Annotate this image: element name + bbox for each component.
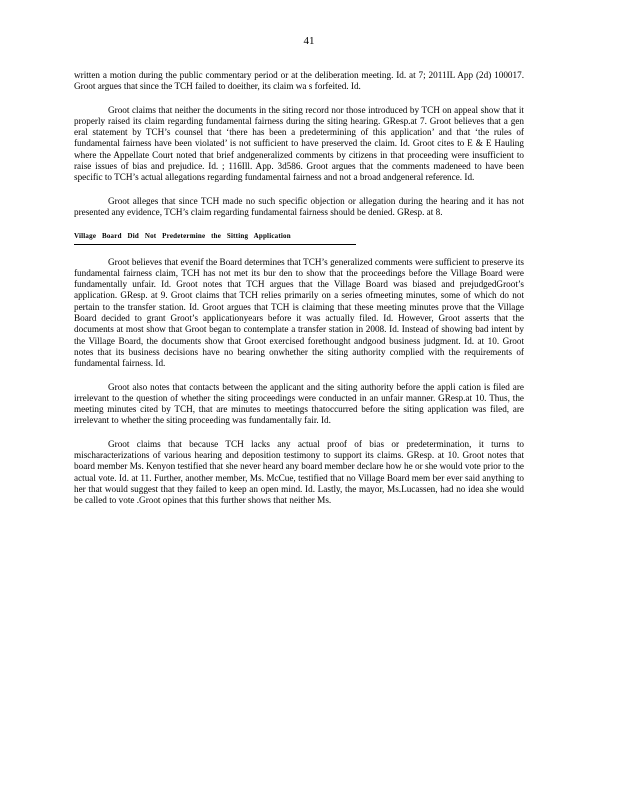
document-body <box>74 70 524 519</box>
paragraph-4: Groot believes that evenif the Board determines that TCH’s generalized comments were sufficient to preserve its fundamental fairness claim, TCH has not met its bur den to show that the proceedings before the Village Board were fundamentally unfair. Id. Groot notes that TCH argues that the Village Board was biased and prejudgedGroot’s application. GResp. at 9. Groot claims that TCH relies primarily on a series ofmeeting minutes, some of which do not pertain to the transfer station. Id. Groot argues that TCH is claiming that these meeting minutes prove that the Village Board decided to grant Groot’s applicationyears before it was actually filed. Id. However, Groot asserts that the documents at most show that Groot began to contemplate a transfer station in 2008. Id. Instead of showing bad intent by the Village Board, the documents show that Groot exercised forethought andgood business judgment. Id. at 10. Groot notes that its business decisions have no bearing onwhether the siting authority complied with the requirements of fundamental fairness. Id. <box>74 256 524 369</box>
page-number: 41 <box>303 35 315 47</box>
paragraph-5: Groot also notes that contacts between the applicant and the siting authority before the appli cation is filed are irrelevant to the question of whether the siting proceedings were conducted in an unfair manner. GResp.at 10. Thus, the meeting minutes cited by TCH, that are minutes to meetings thatoccurred before the siting application was filed, are irrelevant to whether the siting proceeding was fundamentally fair. Id. <box>74 381 524 426</box>
paragraph-1: written a motion during the public commentary period or at the deliberation meeting. Id. at 7; 2011IL App (2d) 100017. Groot argues that since the TCH failed to doeither, its claim wa s forfeited. Id. <box>74 70 524 92</box>
paragraph-3: Groot alleges that since TCH made no such specific objection or allegation during the hearing and it has not presented any evidence, TCH’s claim regarding fundamental fairness should be denied. GResp. at 8. <box>74 195 524 217</box>
section-heading: Village Board Did Not Predetermine the Sitting Application <box>74 231 356 244</box>
paragraph-6: Groot claims that because TCH lacks any actual proof of bias or predetermination, it turns to mischaracterizations of various hearing and deposition testimony to support its claims. GResp. at 10. Groot notes that board member Ms. Kenyon testified that she never heard any board member declare how he or she would vote prior to the actual vote. Id. at 11. Further, another member, Ms. McCue, testified that no Village Board mem ber ever said anything to her that would suggest that they failed to keep an open mind. Id. Lastly, the mayor, Ms.Lucassen, had no idea she would be called to vote .Groot opines that this further shows that neither Ms. <box>74 438 524 506</box>
paragraph-2: Groot claims that neither the documents in the siting record nor those introduced by TCH on appeal show that it properly raised its claim regarding fundamental fairness during the siting hearing. GResp.at 7. Groot believes that a gen eral statement by TCH’s counsel that ‘there has been a predetermining of this application’ and that ‘the rules of fundamental fairness have been violated’ is not sufficient to have preserved the claim. Id. Groot cites to E & E Hauling where the Appellate Court noted that brief andgeneralized comments by citizens in that proceeding were insufficient to raise issues of bias and prejudice. Id. ; 116Ill. App. 3d586. Groot argues that the comments madeneed to have been specific to TCH’s actual allegations regarding fundamental fairness and not a broad andgeneral reference. Id. <box>74 104 524 183</box>
